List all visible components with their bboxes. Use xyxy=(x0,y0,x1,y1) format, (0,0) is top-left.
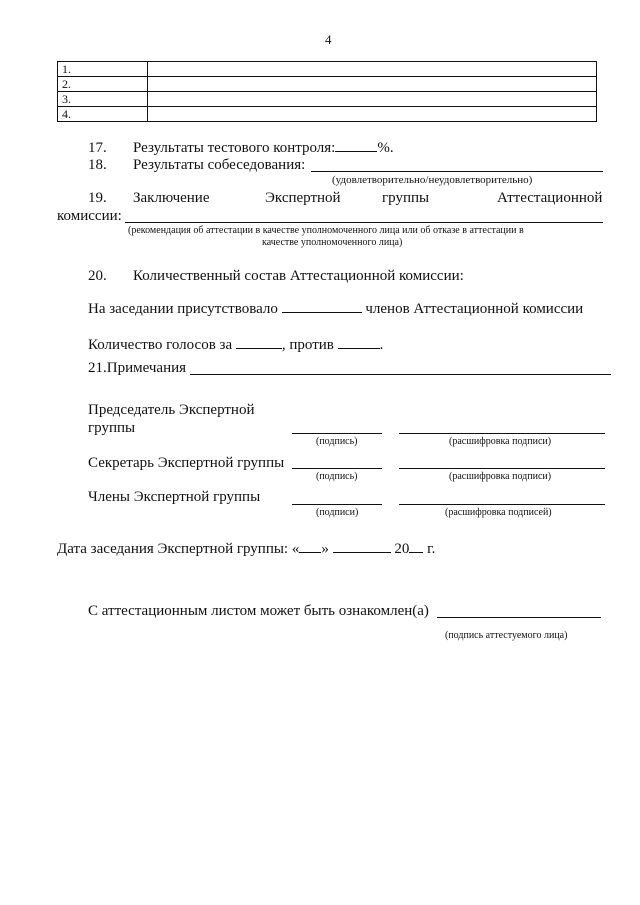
meeting-month-field[interactable] xyxy=(333,551,391,553)
meeting-year-suffix: г. xyxy=(427,541,436,557)
chairman-label-1: Председатель Экспертной xyxy=(88,402,255,418)
page-number: 4 xyxy=(325,32,332,47)
present-count-field[interactable] xyxy=(282,311,362,313)
chairman-decode-caption: (расшифровка подписи) xyxy=(449,436,552,447)
item-19-word-3: группы xyxy=(382,190,430,206)
table-row xyxy=(58,92,597,107)
table-cell xyxy=(148,92,597,107)
table-row xyxy=(58,107,597,122)
item-18-caption: (удовлетворительно/неудовлетворительно) xyxy=(332,174,533,186)
items-table xyxy=(57,61,597,122)
votes-line xyxy=(88,337,383,354)
votes-end: . xyxy=(379,337,384,353)
table-cell-number: 2. xyxy=(58,77,148,92)
item-19-number: 19. xyxy=(88,190,107,206)
members-signature-field[interactable] xyxy=(292,504,382,505)
item-18-label: Результаты собеседования: xyxy=(133,157,306,173)
item-20-number: 20. xyxy=(88,268,107,284)
present-label: На заседании присутствовало xyxy=(88,301,278,317)
secretary-label: Секретарь Экспертной группы xyxy=(88,455,285,471)
item-17-label: Результаты тестового контроля: xyxy=(133,140,336,156)
chairman-label-2: группы xyxy=(88,420,136,436)
meeting-date-line xyxy=(57,541,435,558)
meeting-year-prefix: 20 xyxy=(394,541,410,557)
conclusion-field[interactable] xyxy=(125,222,603,223)
votes-label: Количество голосов за xyxy=(88,337,233,353)
secretary-signature-field[interactable] xyxy=(292,468,382,469)
meeting-date-label: Дата заседания Экспертной группы: « xyxy=(57,541,300,557)
present-line xyxy=(88,301,583,318)
meeting-date-close-quote: » xyxy=(321,541,329,557)
chairman-signature-field[interactable] xyxy=(292,433,382,434)
votes-against-label: , против xyxy=(281,337,334,353)
table-row xyxy=(58,62,597,77)
item-17-text xyxy=(133,140,394,157)
item-17-number: 17. xyxy=(88,140,107,156)
notes-field[interactable] xyxy=(190,374,611,375)
table-cell-number: 1. xyxy=(58,62,148,77)
acknowledge-signature-field[interactable] xyxy=(437,617,601,618)
chairman-sign-caption: (подпись) xyxy=(316,436,358,447)
item-18-number: 18. xyxy=(88,157,107,173)
votes-for-field[interactable] xyxy=(236,347,282,349)
item-19-caption-2: качестве уполномоченного лица) xyxy=(262,237,403,248)
item-21-label: 21.Примечания xyxy=(88,360,187,376)
chairman-decode-field[interactable] xyxy=(399,433,605,434)
table-row xyxy=(58,77,597,92)
item-20-label: Количественный состав Аттестационной комиссии: xyxy=(133,268,464,284)
item-19-word-4: Аттестационной xyxy=(497,190,603,206)
secretary-decode-caption: (расшифровка подписи) xyxy=(449,471,552,482)
members-label: Члены Экспертной группы xyxy=(88,489,261,505)
table-cell-number: 3. xyxy=(58,92,148,107)
item-19-word-5: комиссии: xyxy=(57,208,122,224)
test-result-field[interactable] xyxy=(335,150,377,152)
table-cell xyxy=(148,77,597,92)
table-cell xyxy=(148,107,597,122)
table-cell xyxy=(148,62,597,77)
present-suffix: членов Аттестационной комиссии xyxy=(365,301,584,317)
item-17-suffix: %. xyxy=(377,140,394,156)
members-decode-caption: (расшифровка подписей) xyxy=(445,507,552,518)
interview-result-field[interactable] xyxy=(311,171,603,172)
members-sign-caption: (подписи) xyxy=(316,507,359,518)
table-cell-number: 4. xyxy=(58,107,148,122)
acknowledge-caption: (подпись аттестуемого лица) xyxy=(445,630,568,641)
meeting-year-field[interactable] xyxy=(409,551,423,553)
meeting-day-field[interactable] xyxy=(299,551,321,553)
members-decode-field[interactable] xyxy=(399,504,605,505)
secretary-sign-caption: (подпись) xyxy=(316,471,358,482)
item-19-word-2: Экспертной xyxy=(265,190,341,206)
votes-against-field[interactable] xyxy=(338,347,380,349)
secretary-decode-field[interactable] xyxy=(399,468,605,469)
acknowledge-label: С аттестационным листом может быть ознакомлен(а) xyxy=(88,603,429,619)
item-19-word-1: Заключение xyxy=(133,190,210,206)
item-19-caption-1: (рекомендация об аттестации в качестве уполномоченного лица или об отказе в аттестации в xyxy=(128,225,524,236)
